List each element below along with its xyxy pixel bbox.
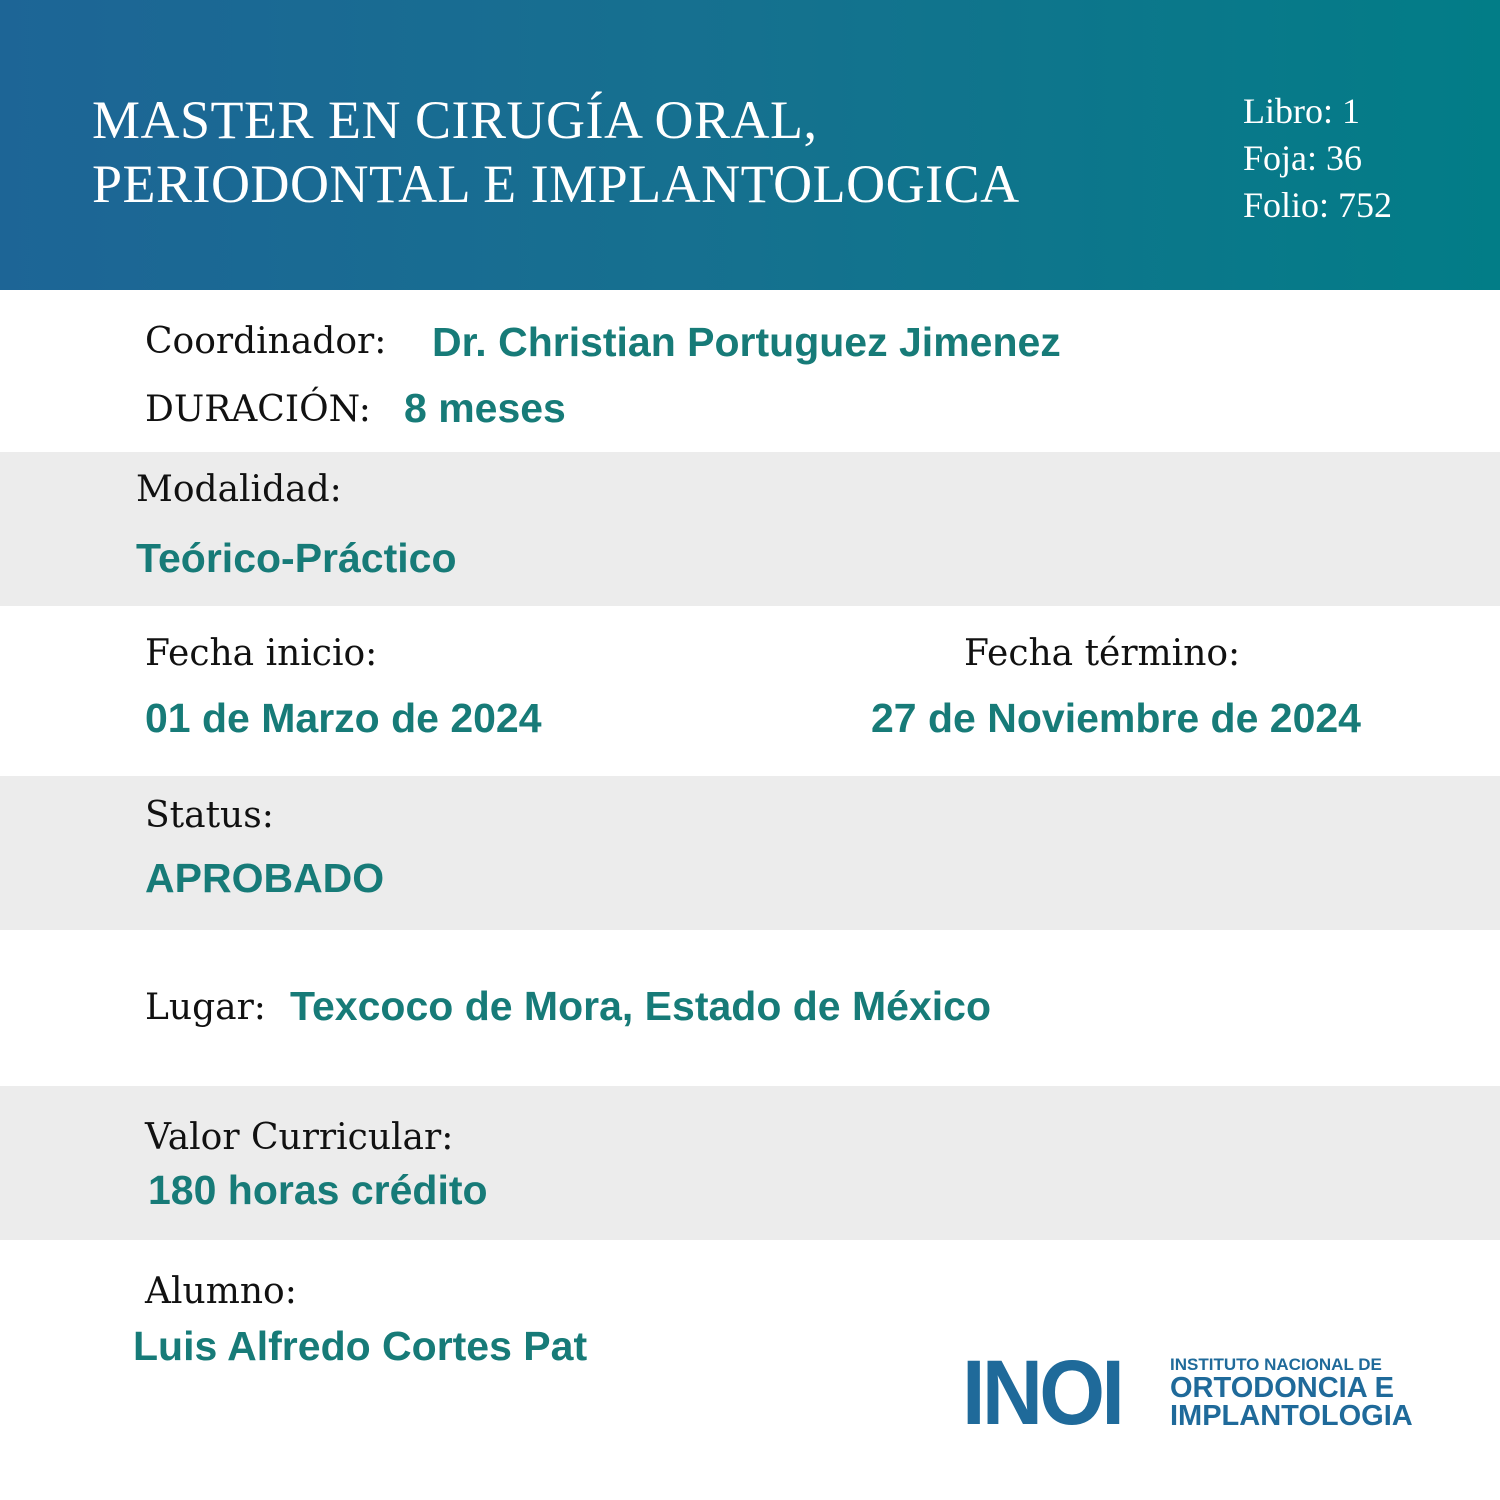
- curricular-value-label: Valor Curricular:: [145, 1117, 454, 1158]
- logo-text-line2: ORTODONCIA E: [1170, 1372, 1394, 1404]
- course-title-line2: PERIODONTAL E IMPLANTOLOGICA: [92, 154, 1020, 214]
- course-title-line1: MASTER EN CIRUGÍA ORAL,: [92, 90, 818, 150]
- libro-text: Libro: 1: [1243, 91, 1360, 131]
- end-date-value: 27 de Noviembre de 2024: [871, 695, 1361, 741]
- curricular-value-value: 180 horas crédito: [148, 1167, 488, 1213]
- student-value: Luis Alfredo Cortes Pat: [133, 1323, 588, 1369]
- coordinator-label: Coordinador:: [145, 321, 387, 362]
- course-title: [92, 88, 1212, 216]
- folio-text: Folio: 752: [1243, 185, 1393, 225]
- logo-text-line1: INSTITUTO NACIONAL DE: [1170, 1355, 1382, 1374]
- foja-text: Foja: 36: [1243, 138, 1363, 178]
- registry-info: [1243, 88, 1392, 229]
- student-label: Alumno:: [145, 1271, 297, 1312]
- coordinator-value: Dr. Christian Portuguez Jimenez: [432, 319, 1061, 365]
- start-date-label: Fecha inicio:: [145, 633, 378, 674]
- duration-value: 8 meses: [404, 385, 566, 431]
- status-value: APROBADO: [145, 855, 385, 901]
- modality-section: [0, 452, 1500, 606]
- header-banner: [0, 0, 1500, 290]
- end-date-label: Fecha término:: [964, 633, 1241, 674]
- place-section: [0, 930, 1500, 1086]
- place-label: Lugar:: [145, 987, 266, 1028]
- start-date-value: 01 de Marzo de 2024: [145, 695, 542, 741]
- modality-value: Teórico-Práctico: [136, 535, 457, 581]
- status-section: [0, 776, 1500, 930]
- duration-label: DURACIÓN:: [145, 389, 371, 430]
- institute-logo: [962, 1342, 1442, 1444]
- modality-label: Modalidad:: [136, 469, 342, 510]
- inoi-logo-mark: INOI: [962, 1342, 1122, 1444]
- status-label: Status:: [145, 795, 274, 836]
- coordinator-section: [0, 290, 1500, 452]
- place-value: Texcoco de Mora, Estado de México: [290, 983, 991, 1029]
- dates-section: [0, 606, 1500, 776]
- logo-text-line3: IMPLANTOLOGIA: [1170, 1400, 1413, 1432]
- curricular-value-section: [0, 1086, 1500, 1240]
